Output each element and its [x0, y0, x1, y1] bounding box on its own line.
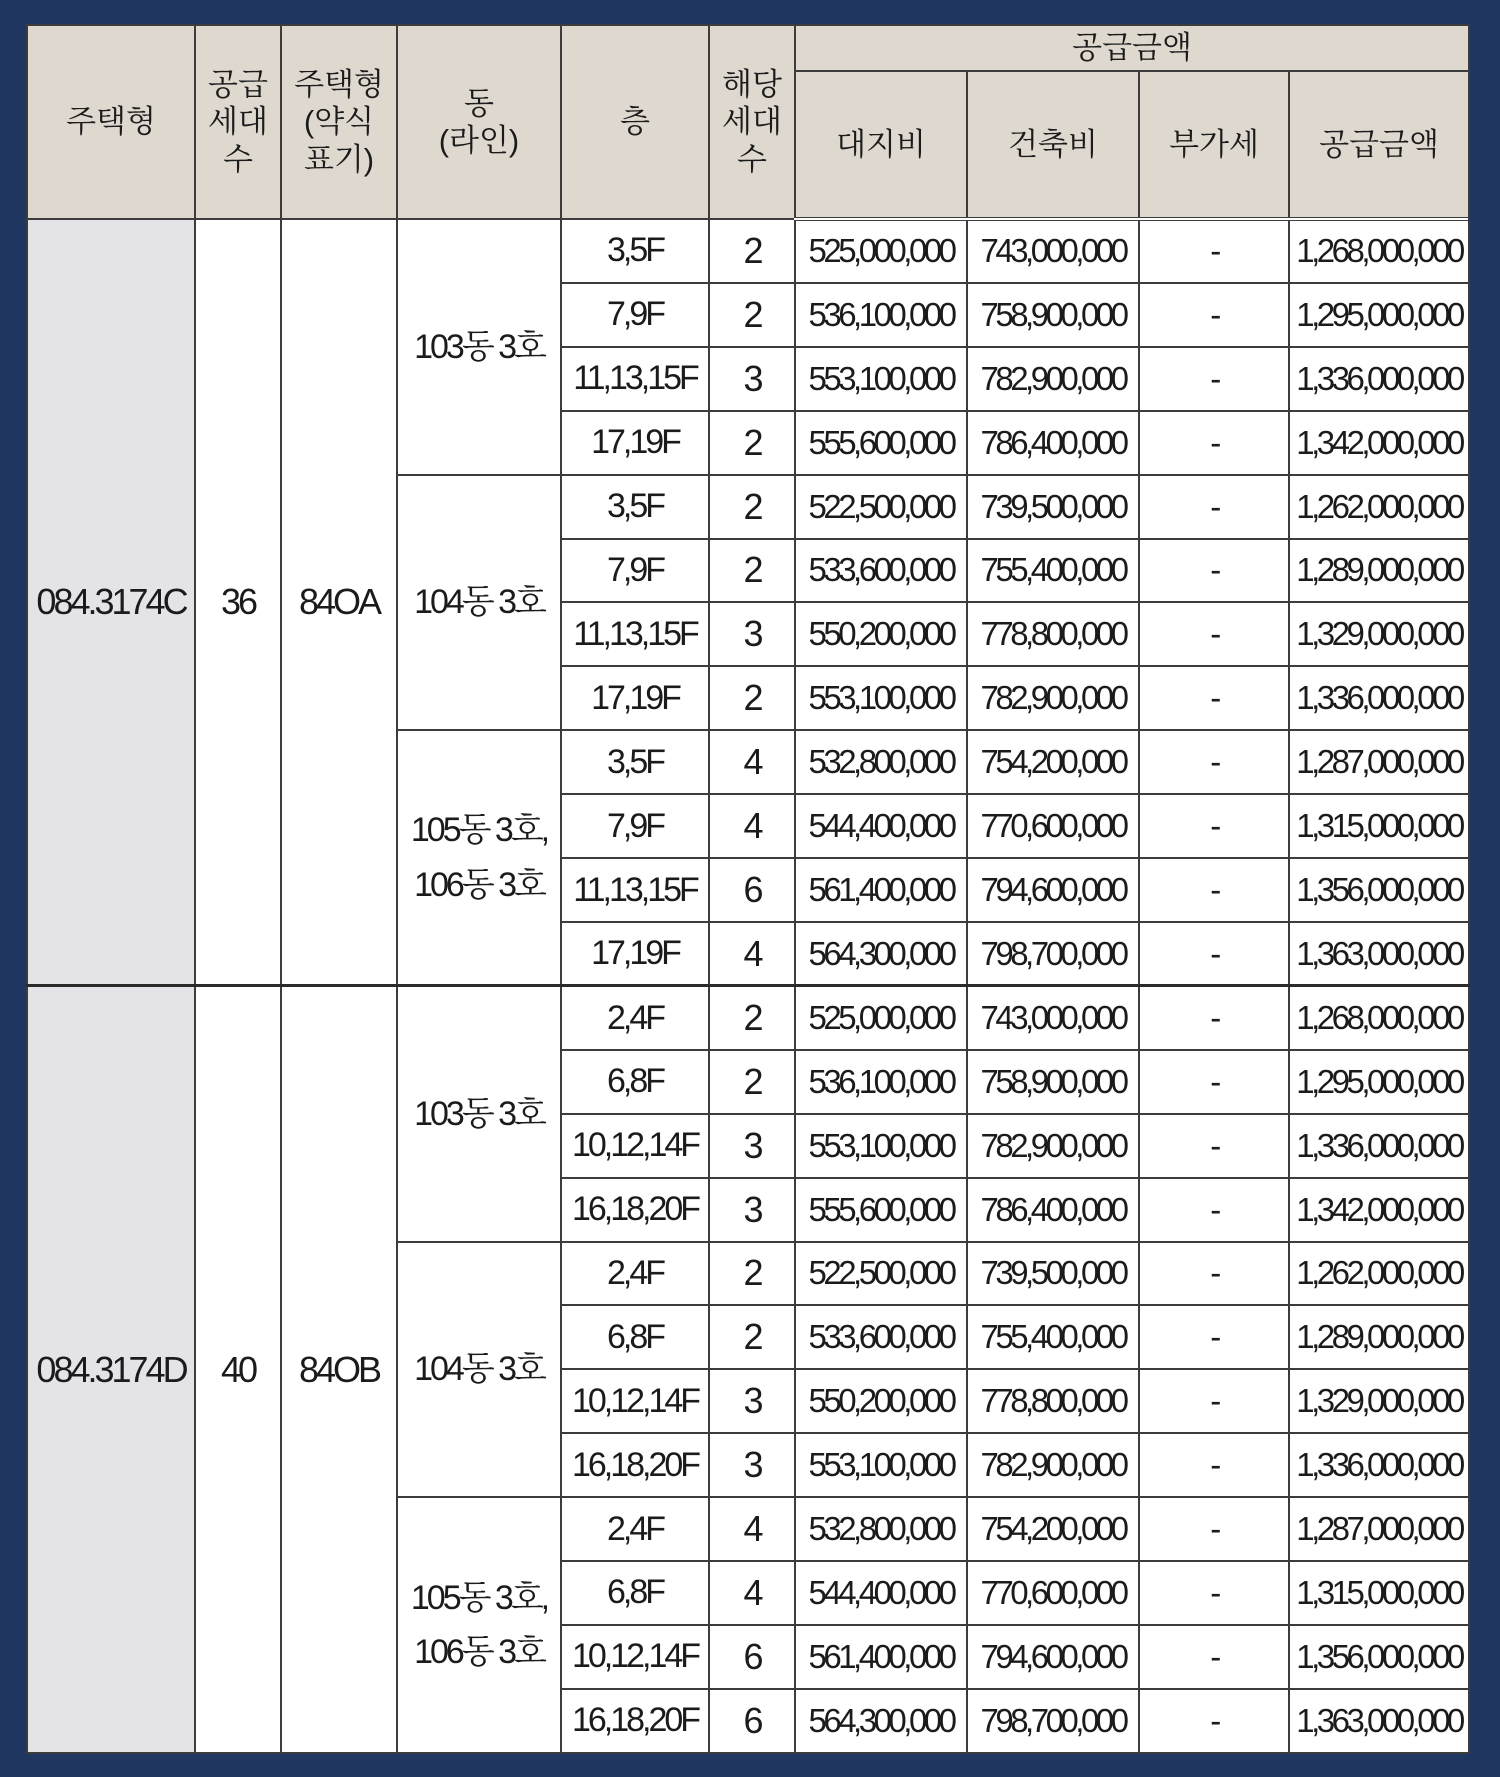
total-price-cell: 1,329,000,000	[1289, 1369, 1469, 1433]
construction-price-cell: 739,500,000	[967, 475, 1139, 539]
floor-cell: 10,12,14F	[561, 1369, 709, 1433]
construction-price-cell: 778,800,000	[967, 602, 1139, 666]
total-price-cell: 1,363,000,000	[1289, 922, 1469, 986]
header-abbrev: 주택형 (약식 표기)	[281, 25, 397, 219]
construction-price-cell: 755,400,000	[967, 1305, 1139, 1369]
total-price-cell: 1,329,000,000	[1289, 602, 1469, 666]
table-body	[27, 219, 1469, 1753]
total-price-cell: 1,262,000,000	[1289, 1242, 1469, 1306]
construction-price-cell: 754,200,000	[967, 1497, 1139, 1561]
floor-cell: 16,18,20F	[561, 1433, 709, 1497]
construction-price-cell: 743,000,000	[967, 986, 1139, 1050]
vat-cell: -	[1139, 858, 1289, 922]
construction-price-cell: 798,700,000	[967, 1689, 1139, 1753]
land-price-cell: 544,400,000	[795, 1561, 967, 1625]
units-cell: 3	[709, 1433, 795, 1497]
units-cell: 4	[709, 922, 795, 986]
construction-price-cell: 782,900,000	[967, 347, 1139, 411]
units-cell: 6	[709, 1689, 795, 1753]
header-total: 공급금액	[1289, 71, 1469, 219]
construction-price-cell: 794,600,000	[967, 1625, 1139, 1689]
dong-line-cell: 105동 3호, 106동 3호	[397, 1497, 561, 1753]
header-land: 대지비	[795, 71, 967, 219]
header-dong: 동 (라인)	[397, 25, 561, 219]
units-cell: 2	[709, 1305, 795, 1369]
vat-cell: -	[1139, 1625, 1289, 1689]
floor-cell: 6,8F	[561, 1305, 709, 1369]
floor-cell: 10,12,14F	[561, 1625, 709, 1689]
floor-cell: 3,5F	[561, 475, 709, 539]
total-price-cell: 1,342,000,000	[1289, 1178, 1469, 1242]
units-cell: 3	[709, 1369, 795, 1433]
vat-cell: -	[1139, 1242, 1289, 1306]
header-units: 해당 세대 수	[709, 25, 795, 219]
construction-price-cell: 782,900,000	[967, 666, 1139, 730]
units-cell: 4	[709, 730, 795, 794]
land-price-cell: 525,000,000	[795, 219, 967, 283]
construction-price-cell: 782,900,000	[967, 1433, 1139, 1497]
units-cell: 2	[709, 1050, 795, 1114]
floor-cell: 17,19F	[561, 922, 709, 986]
vat-cell: -	[1139, 219, 1289, 283]
vat-cell: -	[1139, 922, 1289, 986]
header-vat: 부가세	[1139, 71, 1289, 219]
units-cell: 2	[709, 411, 795, 475]
units-cell: 3	[709, 1178, 795, 1242]
table-row	[27, 986, 1469, 1050]
construction-price-cell: 782,900,000	[967, 1114, 1139, 1178]
units-cell: 2	[709, 475, 795, 539]
total-price-cell: 1,262,000,000	[1289, 475, 1469, 539]
price-table-sheet	[26, 24, 1468, 1754]
total-price-cell: 1,315,000,000	[1289, 794, 1469, 858]
units-cell: 2	[709, 1242, 795, 1306]
construction-price-cell: 758,900,000	[967, 1050, 1139, 1114]
units-cell: 4	[709, 794, 795, 858]
dong-line-cell: 104동 3호	[397, 475, 561, 731]
construction-price-cell: 758,900,000	[967, 283, 1139, 347]
construction-price-cell: 754,200,000	[967, 730, 1139, 794]
floor-cell: 10,12,14F	[561, 1114, 709, 1178]
land-price-cell: 533,600,000	[795, 1305, 967, 1369]
land-price-cell: 525,000,000	[795, 986, 967, 1050]
dong-line-cell: 105동 3호, 106동 3호	[397, 730, 561, 986]
construction-price-cell: 798,700,000	[967, 922, 1139, 986]
land-price-cell: 555,600,000	[795, 411, 967, 475]
floor-cell: 2,4F	[561, 1242, 709, 1306]
total-price-cell: 1,336,000,000	[1289, 1433, 1469, 1497]
floor-cell: 7,9F	[561, 283, 709, 347]
header-type: 주택형	[27, 25, 195, 219]
units-cell: 4	[709, 1561, 795, 1625]
total-price-cell: 1,287,000,000	[1289, 1497, 1469, 1561]
floor-cell: 2,4F	[561, 986, 709, 1050]
total-price-cell: 1,289,000,000	[1289, 1305, 1469, 1369]
abbrev-type-cell: 84OB	[281, 986, 397, 1753]
dong-line-cell: 104동 3호	[397, 1242, 561, 1498]
land-price-cell: 536,100,000	[795, 1050, 967, 1114]
land-price-cell: 522,500,000	[795, 1242, 967, 1306]
land-price-cell: 544,400,000	[795, 794, 967, 858]
land-price-cell: 555,600,000	[795, 1178, 967, 1242]
total-price-cell: 1,336,000,000	[1289, 666, 1469, 730]
supply-units-cell: 36	[195, 219, 281, 986]
vat-cell: -	[1139, 1114, 1289, 1178]
vat-cell: -	[1139, 1178, 1289, 1242]
supply-units-cell: 40	[195, 986, 281, 1753]
vat-cell: -	[1139, 347, 1289, 411]
land-price-cell: 550,200,000	[795, 602, 967, 666]
floor-cell: 6,8F	[561, 1050, 709, 1114]
floor-cell: 6,8F	[561, 1561, 709, 1625]
total-price-cell: 1,268,000,000	[1289, 986, 1469, 1050]
vat-cell: -	[1139, 1433, 1289, 1497]
dong-line-cell: 103동 3호	[397, 986, 561, 1242]
construction-price-cell: 794,600,000	[967, 858, 1139, 922]
floor-cell: 3,5F	[561, 219, 709, 283]
total-price-cell: 1,295,000,000	[1289, 1050, 1469, 1114]
vat-cell: -	[1139, 730, 1289, 794]
floor-cell: 2,4F	[561, 1497, 709, 1561]
floor-cell: 3,5F	[561, 730, 709, 794]
land-price-cell: 561,400,000	[795, 1625, 967, 1689]
floor-cell: 7,9F	[561, 539, 709, 603]
housing-type-cell: 084.3174D	[27, 986, 195, 1753]
construction-price-cell: 739,500,000	[967, 1242, 1139, 1306]
floor-cell: 17,19F	[561, 666, 709, 730]
land-price-cell: 522,500,000	[795, 475, 967, 539]
floor-cell: 17,19F	[561, 411, 709, 475]
units-cell: 2	[709, 986, 795, 1050]
vat-cell: -	[1139, 794, 1289, 858]
construction-price-cell: 770,600,000	[967, 794, 1139, 858]
construction-price-cell: 786,400,000	[967, 1178, 1139, 1242]
units-cell: 3	[709, 347, 795, 411]
table-row	[27, 219, 1469, 283]
construction-price-cell: 755,400,000	[967, 539, 1139, 603]
vat-cell: -	[1139, 475, 1289, 539]
land-price-cell: 553,100,000	[795, 347, 967, 411]
units-cell: 3	[709, 602, 795, 666]
units-cell: 4	[709, 1497, 795, 1561]
land-price-cell: 561,400,000	[795, 858, 967, 922]
construction-price-cell: 743,000,000	[967, 219, 1139, 283]
vat-cell: -	[1139, 666, 1289, 730]
total-price-cell: 1,268,000,000	[1289, 219, 1469, 283]
abbrev-type-cell: 84OA	[281, 219, 397, 986]
units-cell: 6	[709, 858, 795, 922]
construction-price-cell: 778,800,000	[967, 1369, 1139, 1433]
units-cell: 2	[709, 219, 795, 283]
vat-cell: -	[1139, 986, 1289, 1050]
total-price-cell: 1,356,000,000	[1289, 1625, 1469, 1689]
units-cell: 2	[709, 539, 795, 603]
land-price-cell: 550,200,000	[795, 1369, 967, 1433]
floor-cell: 11,13,15F	[561, 858, 709, 922]
units-cell: 2	[709, 283, 795, 347]
floor-cell: 16,18,20F	[561, 1178, 709, 1242]
land-price-cell: 532,800,000	[795, 1497, 967, 1561]
floor-cell: 7,9F	[561, 794, 709, 858]
units-cell: 3	[709, 1114, 795, 1178]
vat-cell: -	[1139, 1497, 1289, 1561]
floor-cell: 11,13,15F	[561, 602, 709, 666]
land-price-cell: 536,100,000	[795, 283, 967, 347]
header-price-group: 공급금액	[795, 25, 1469, 71]
total-price-cell: 1,363,000,000	[1289, 1689, 1469, 1753]
vat-cell: -	[1139, 602, 1289, 666]
vat-cell: -	[1139, 1305, 1289, 1369]
land-price-cell: 532,800,000	[795, 730, 967, 794]
housing-type-cell: 084.3174C	[27, 219, 195, 986]
vat-cell: -	[1139, 1050, 1289, 1114]
vat-cell: -	[1139, 1369, 1289, 1433]
land-price-cell: 553,100,000	[795, 1114, 967, 1178]
vat-cell: -	[1139, 283, 1289, 347]
units-cell: 6	[709, 1625, 795, 1689]
vat-cell: -	[1139, 539, 1289, 603]
supply-price-table	[26, 24, 1470, 1754]
land-price-cell: 553,100,000	[795, 666, 967, 730]
total-price-cell: 1,336,000,000	[1289, 347, 1469, 411]
floor-cell: 16,18,20F	[561, 1689, 709, 1753]
vat-cell: -	[1139, 1561, 1289, 1625]
total-price-cell: 1,336,000,000	[1289, 1114, 1469, 1178]
construction-price-cell: 786,400,000	[967, 411, 1139, 475]
total-price-cell: 1,315,000,000	[1289, 1561, 1469, 1625]
vat-cell: -	[1139, 1689, 1289, 1753]
land-price-cell: 553,100,000	[795, 1433, 967, 1497]
header-supply-units: 공급 세대 수	[195, 25, 281, 219]
dong-line-cell: 103동 3호	[397, 219, 561, 475]
construction-price-cell: 770,600,000	[967, 1561, 1139, 1625]
land-price-cell: 533,600,000	[795, 539, 967, 603]
land-price-cell: 564,300,000	[795, 922, 967, 986]
vat-cell: -	[1139, 411, 1289, 475]
floor-cell: 11,13,15F	[561, 347, 709, 411]
total-price-cell: 1,295,000,000	[1289, 283, 1469, 347]
total-price-cell: 1,342,000,000	[1289, 411, 1469, 475]
table-header	[27, 25, 1469, 219]
header-floor: 층	[561, 25, 709, 219]
total-price-cell: 1,287,000,000	[1289, 730, 1469, 794]
total-price-cell: 1,289,000,000	[1289, 539, 1469, 603]
units-cell: 2	[709, 666, 795, 730]
land-price-cell: 564,300,000	[795, 1689, 967, 1753]
total-price-cell: 1,356,000,000	[1289, 858, 1469, 922]
header-construction: 건축비	[967, 71, 1139, 219]
